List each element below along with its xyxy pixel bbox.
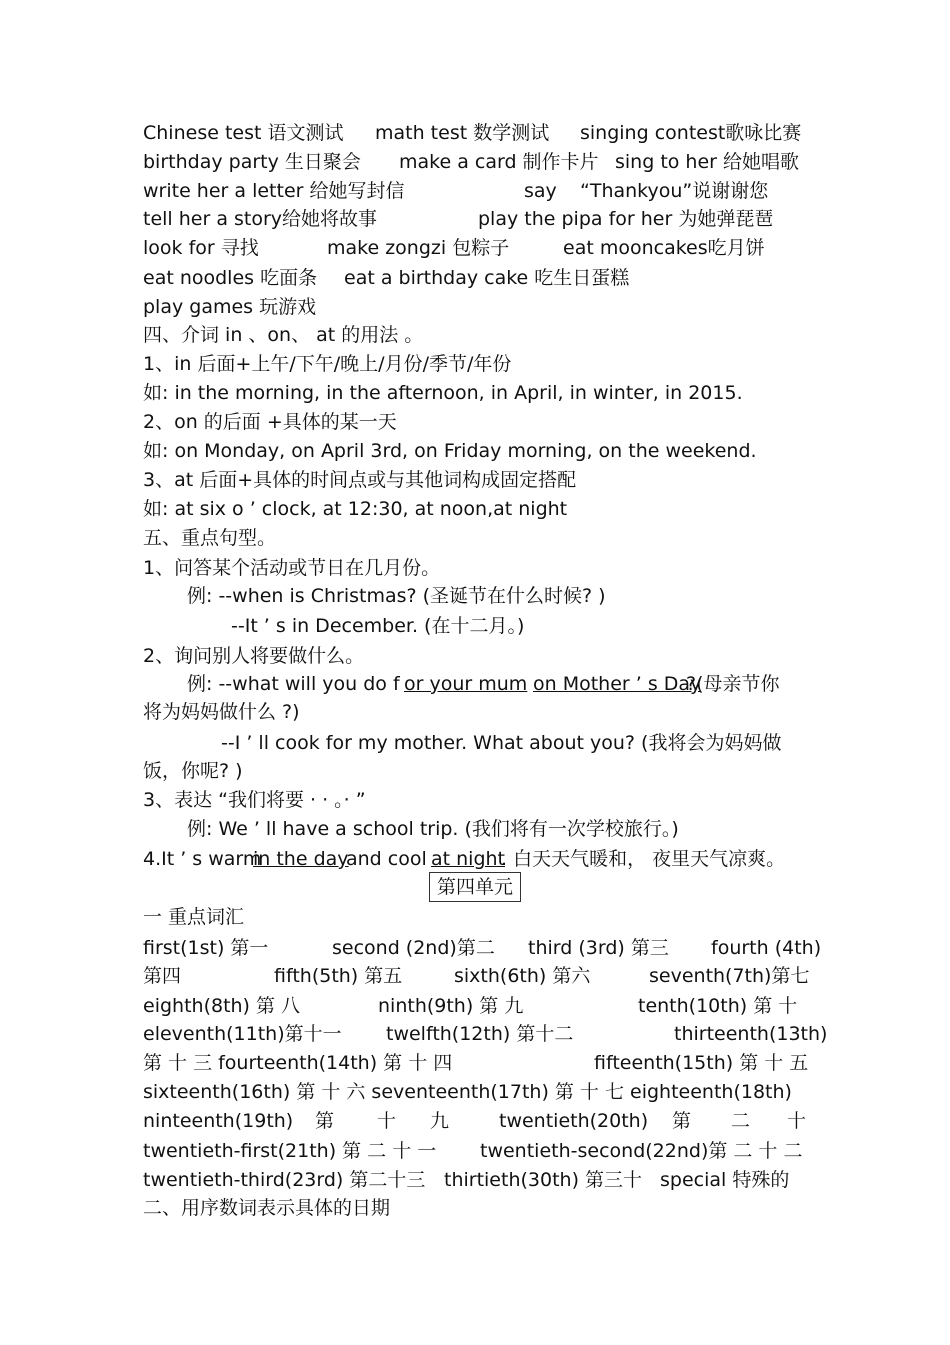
text-segment: sixteenth(16th) 第 十 六 seventeenth(17th) 第 十 七 eighteenth(18th)	[143, 1081, 792, 1103]
text-segment: play the pipa for her 为她弹琵琶	[478, 208, 774, 230]
text-segment: 例: --when is Christmas? (圣诞节在什么时候? )	[187, 585, 606, 607]
text-segment: twentieth(20th)	[499, 1110, 649, 1132]
text-segment: . 白天天气暖和， 夜里天气凉爽。	[501, 848, 786, 870]
text-segment: special 特殊的	[660, 1169, 790, 1191]
text-segment: --It ’ s in December. (在十二月。)	[231, 615, 525, 637]
text-segment: eat noodles 吃面条	[143, 267, 318, 289]
text-segment: 二	[731, 1110, 751, 1132]
text-segment: 如: in the morning, in the afternoon, in April, in winter, in 2015.	[143, 382, 743, 404]
text-segment: twentieth-third(23rd) 第二十三	[143, 1169, 426, 1191]
text-segment: 饭，你呢? )	[143, 760, 243, 782]
text-segment: in the day	[253, 848, 349, 870]
text-segment: eat a birthday cake 吃生日蛋糕	[344, 267, 630, 289]
text-segment: make zongzi 包粽子	[327, 237, 510, 259]
text-segment: --I ’ ll cook for my mother. What about you? (我将会为妈妈做	[221, 732, 782, 754]
unit-heading: 第四单元	[429, 872, 521, 902]
text-segment: eleventh(11th)第十一	[143, 1023, 342, 1045]
text-segment: thirtieth(30th) 第三十	[444, 1169, 643, 1191]
text-segment: 将为妈妈做什么 ?)	[143, 701, 300, 723]
text-segment: 例: We ’ ll have a school trip. (我们将有一次学校旅行。)	[187, 818, 679, 840]
text-segment: 九	[430, 1110, 450, 1132]
text-segment: tell her a story给她将故事	[143, 208, 378, 230]
text-segment: sing to her 给她唱歌	[615, 151, 800, 173]
text-segment: fourth (4th)	[711, 937, 822, 959]
text-segment: or your mum	[404, 673, 528, 695]
text-segment: twentieth-first(21th) 第 二 十 一	[143, 1140, 437, 1162]
text-segment: 如: at six o ’ clock, at 12:30, at noon,at night	[143, 498, 568, 520]
text-segment: fifteenth(15th) 第 十 五	[594, 1052, 809, 1074]
text-segment: 十	[787, 1110, 807, 1132]
text-segment: singing contest歌咏比赛	[580, 122, 802, 144]
text-segment: fifth(5th) 第五	[274, 965, 403, 987]
text-segment: at night	[431, 848, 506, 870]
text-segment: write her a letter 给她写封信	[143, 180, 405, 202]
text-segment: first(1st) 第一	[143, 937, 269, 959]
text-segment: 第	[672, 1110, 692, 1132]
text-segment: 3、at 后面+具体的时间点或与其他词构成固定搭配	[143, 469, 577, 491]
text-segment: 二、用序数词表示具体的日期	[143, 1197, 391, 1219]
text-segment: eighth(8th) 第 八	[143, 995, 301, 1017]
text-segment: thirteenth(13th)	[674, 1023, 828, 1045]
text-segment: play games 玩游戏	[143, 296, 317, 318]
text-segment: make a card 制作卡片	[399, 151, 599, 173]
text-segment: 如: on Monday, on April 3rd, on Friday morning, on the weekend.	[143, 440, 757, 462]
text-segment: ninth(9th) 第 九	[378, 995, 524, 1017]
text-segment: 第四	[143, 965, 182, 987]
text-segment: 五、重点句型。	[143, 527, 277, 549]
text-segment: say	[524, 180, 557, 202]
text-segment: 一 重点词汇	[143, 906, 245, 928]
text-segment: on Mother ’ s Day	[533, 673, 702, 695]
text-segment: math test 数学测试	[375, 122, 550, 144]
text-segment: tenth(10th) 第 十	[638, 995, 798, 1017]
text-segment: “Thankyou”说谢谢您	[580, 180, 769, 202]
text-segment: 1、in 后面+上午/下午/晚上/月份/季节/年份	[143, 353, 512, 375]
text-segment: third (3rd) 第三	[528, 937, 669, 959]
text-segment: twentieth-second(22nd)第 二 十 二	[480, 1140, 803, 1162]
text-segment: 第	[315, 1110, 335, 1132]
text-segment: 例: --what will you do f	[187, 673, 400, 695]
text-segment: 2、on 的后面 +具体的某一天	[143, 411, 397, 433]
text-segment: 2、询问别人将要做什么。	[143, 645, 365, 667]
text-segment: eat mooncakes吃月饼	[563, 237, 765, 259]
text-segment: look for 寻找	[143, 237, 259, 259]
text-segment: ninteenth(19th)	[143, 1110, 294, 1132]
text-segment: twelfth(12th) 第十二	[386, 1023, 574, 1045]
text-segment: 4.It ’ s warm	[143, 848, 262, 870]
text-segment: and cool	[346, 848, 427, 870]
text-segment: 第 十 三 fourteenth(14th) 第 十 四	[143, 1052, 453, 1074]
text-segment: sixth(6th) 第六	[454, 965, 591, 987]
text-segment: Chinese test 语文测试	[143, 122, 344, 144]
text-segment: birthday party 生日聚会	[143, 151, 361, 173]
text-segment: ?(母亲节你	[686, 673, 780, 695]
text-segment: seventh(7th)第七	[649, 965, 810, 987]
text-segment: second (2nd)第二	[332, 937, 495, 959]
text-segment: 十	[377, 1110, 397, 1132]
text-segment: 四、介词 in 、on、 at 的用法 。	[143, 324, 424, 346]
text-segment: 3、表达 “我们将要 · · 。· ”	[143, 789, 366, 811]
text-segment: 1、问答某个活动或节日在几月份。	[143, 557, 441, 579]
